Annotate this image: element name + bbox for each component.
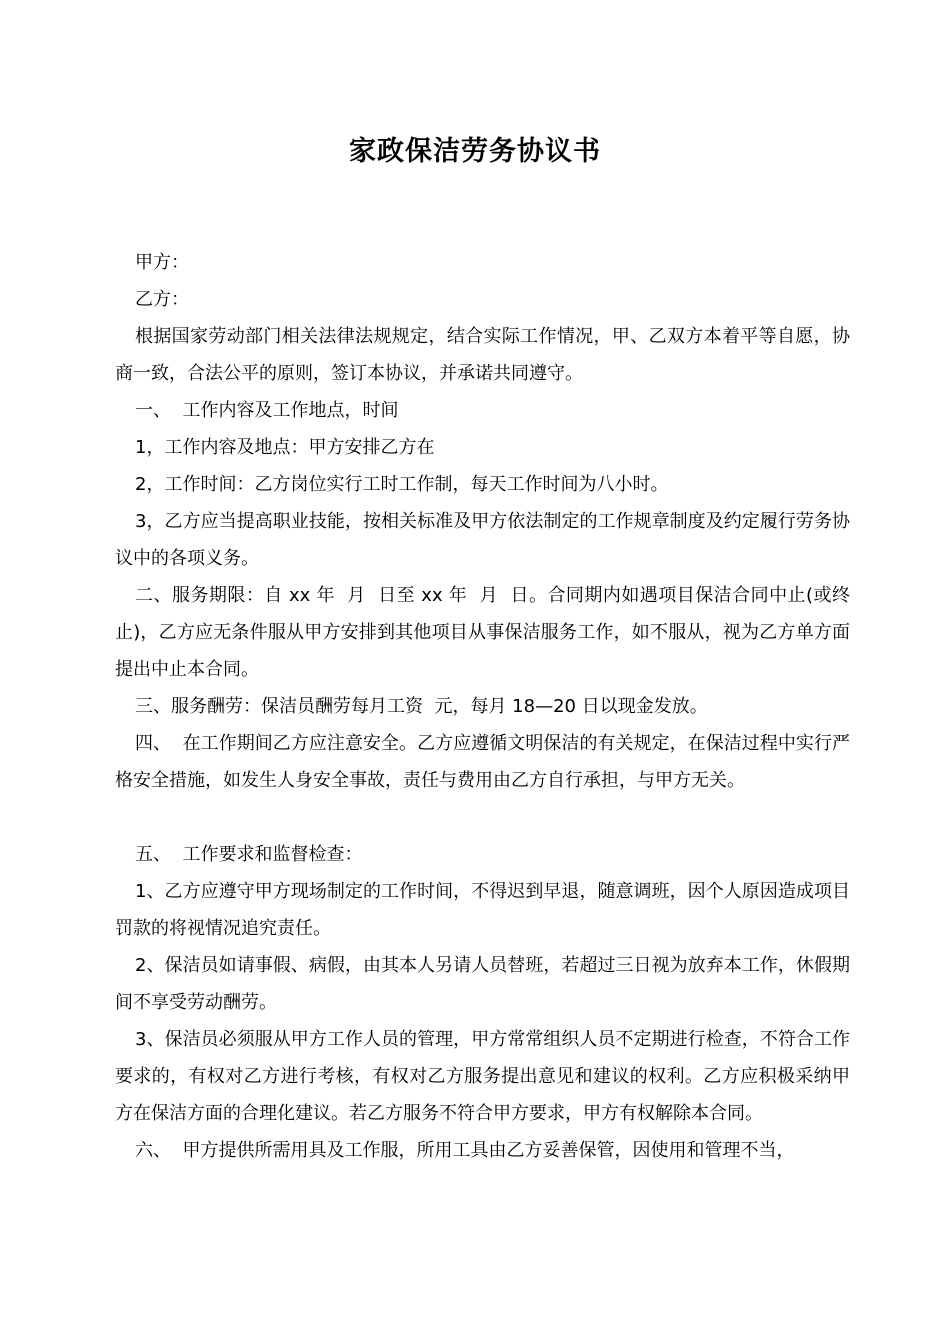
party-a-line: 甲方： [135, 252, 189, 273]
section-5-item-3: 3、保洁员必须服从甲方工作人员的管理，甲方常常组织人员不定期进行检查，不符合工作要求的，有权对乙方进行考核，有权对乙方服务提出意见和建议的权利。乙方应积极采纳甲方在保洁方面的合理化建议。若乙方服务不符合甲方要求，甲方有权解除本合同。 [115, 1029, 850, 1124]
section-5-item-1: 1、乙方应遵守甲方现场制定的工作时间，不得迟到早退，随意调班，因个人原因造成项目罚款的将视情况追究责任。 [115, 881, 850, 939]
document-body [115, 244, 850, 1169]
section-6-paragraph: 六、 甲方提供所需用具及工作服，所用工具由乙方妥善保管，因使用和管理不当， [135, 1140, 795, 1161]
section-1-item-3: 3，乙方应当提高职业技能，按相关标准及甲方依法制定的工作规章制度及约定履行劳务协议中的各项义务。 [115, 511, 850, 569]
section-2-paragraph: 二、服务期限：自 xx 年 月 日至 xx 年 月 日。合同期内如遇项目保洁合同中止(或终止)，乙方应无条件服从甲方安排到其他项目从事保洁服务工作，如不服从，视为乙方单方面提出中止本合同。 [115, 585, 850, 680]
section-4-paragraph: 四、 在工作期间乙方应注意安全。乙方应遵循文明保洁的有关规定，在保洁过程中实行严格安全措施，如发生人身安全事故，责任与费用由乙方自行承担，与甲方无关。 [115, 733, 850, 791]
section-1-item-2: 2，工作时间：乙方岗位实行工时工作制，每天工作时间为八小时。 [135, 474, 669, 495]
section-5-heading: 五、 工作要求和监督检查： [135, 844, 363, 865]
document-title: 家政保洁劳务协议书 [349, 136, 601, 167]
preamble-paragraph: 根据国家劳动部门相关法律法规规定，结合实际工作情况，甲、乙双方本着平等自愿，协商一致，合法公平的原则，签订本协议，并承诺共同遵守。 [115, 326, 850, 384]
party-b-line: 乙方： [135, 289, 189, 310]
section-1-item-1: 1，工作内容及地点：甲方安排乙方在 [135, 437, 435, 458]
section-5-item-2: 2、保洁员如请事假、病假，由其本人另请人员替班，若超过三日视为放弃本工作，休假期间不享受劳动酬劳。 [115, 955, 850, 1013]
section-1-heading: 一、 工作内容及工作地点，时间 [135, 400, 399, 421]
blank-line [115, 799, 850, 836]
section-3-paragraph: 三、服务酬劳：保洁员酬劳每月工资 元，每月 18—20 日以现金发放。 [135, 696, 708, 717]
